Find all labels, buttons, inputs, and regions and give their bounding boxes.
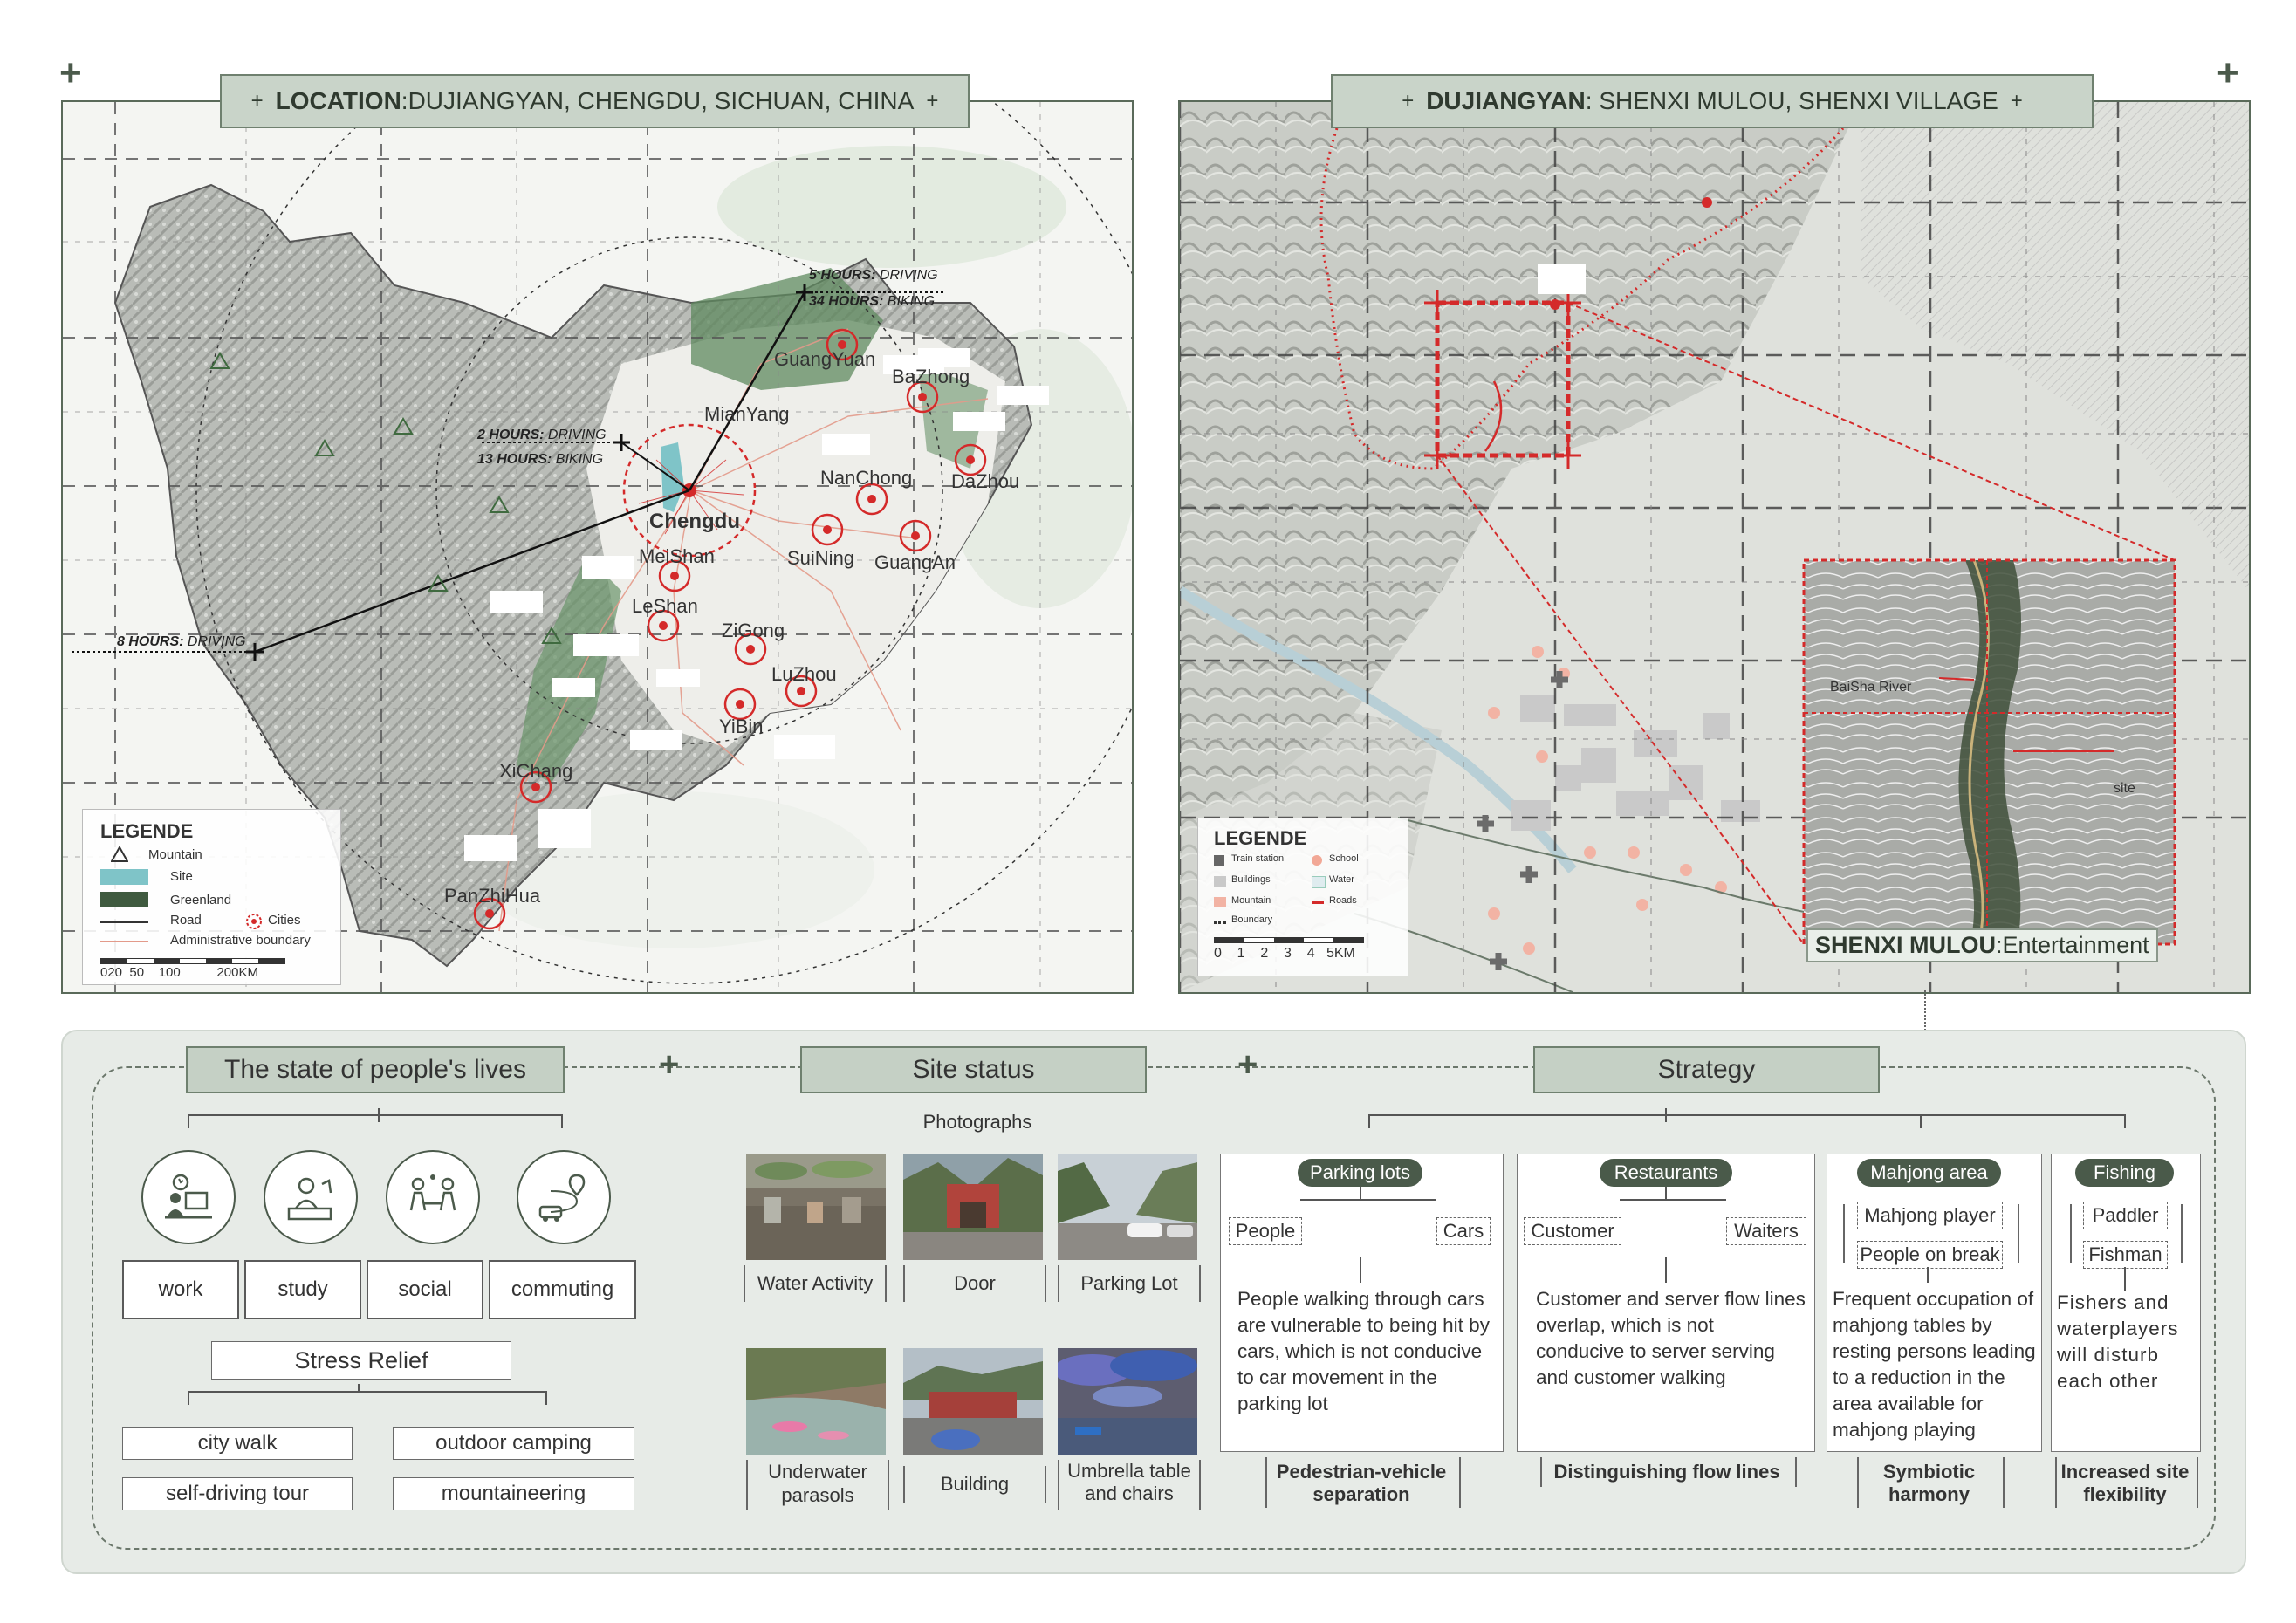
stress-bracket-v1 [188, 1391, 189, 1405]
train-station-icon [1214, 855, 1224, 866]
restaurants-waiters: Waiters [1726, 1217, 1806, 1245]
travel-label-8h-driving: 8 HOURS: DRIVING [117, 634, 246, 649]
stress-bracket-h [188, 1391, 547, 1393]
legend-buildings: Buildings [1231, 874, 1271, 885]
greenland-legend-swatch [100, 892, 148, 907]
city-label-chengdu: Chengdu [649, 510, 740, 533]
caption-door: Door [954, 1272, 996, 1294]
city-label-yibin: YiBin [719, 716, 764, 737]
legend-admin-boundary: Administrative boundary [170, 933, 311, 948]
result-restaurants: Distinguishing flow lines [1553, 1461, 1780, 1483]
strategy-text-mahjong: Frequent occupation of mahjong tables by resting persons leading to a reduction in the area available for mahjong playing [1833, 1288, 2036, 1441]
photographs-label: Photographs [922, 1111, 1032, 1133]
site-map [1178, 100, 2251, 994]
location-map-legend [82, 809, 341, 985]
photo-building [903, 1348, 1043, 1455]
photo-underwater-parasols [746, 1348, 886, 1455]
road-legend-line [100, 921, 148, 923]
lives-section-title: The state of people's lives [186, 1046, 565, 1093]
parking-cars: Cars [1436, 1217, 1491, 1245]
city-label-guangyuan: GuangYuan [774, 348, 876, 370]
mountain-swatch [1214, 897, 1226, 907]
caption-underwater-parasols: Underwater parasols [768, 1461, 867, 1506]
site-map-legend [1197, 818, 1408, 976]
parking-stem [1360, 1187, 1361, 1199]
site-legend-scale: 0 1 2 3 4 5KM [1214, 946, 1355, 961]
mahjong-break: People on break [1857, 1241, 2003, 1269]
legend-cities: Cities [268, 913, 301, 928]
city-label-dazhou: DaZhou [951, 470, 1020, 492]
roads-swatch [1312, 901, 1324, 904]
restaurants-stem [1665, 1187, 1667, 1199]
legend-title: LEGENDE [100, 820, 194, 842]
lives-commuting-box: commuting [489, 1260, 636, 1319]
mountain-legend-icon [111, 846, 128, 862]
city-label-meishan: MeiShan [639, 545, 715, 567]
restaurants-link [1620, 1199, 1726, 1201]
social-icon [386, 1150, 480, 1244]
relief-outdoor-camping: outdoor camping [393, 1427, 634, 1460]
strategy-bracket-v2 [1665, 1108, 1667, 1122]
strategy-bracket-v4 [2124, 1114, 2126, 1128]
parking-down [1360, 1257, 1361, 1283]
city-label-luzhou: LuZhou [771, 663, 837, 685]
travel-label-5h-driving: 5 HOURS: DRIVING [809, 268, 938, 283]
tab-plus-left: + [250, 89, 264, 113]
legend-mountain-right: Mountain [1231, 895, 1271, 906]
legend-school: School [1329, 853, 1359, 864]
legend-boundary: Boundary [1231, 914, 1273, 925]
travel-label-34h-biking: 34 HOURS: BIKING [809, 294, 936, 309]
city-label-nanchong: NanChong [820, 467, 913, 489]
stress-bracket-v2 [358, 1384, 360, 1393]
panel-plus-1: + [659, 1045, 680, 1084]
pill-fishing: Fishing [2075, 1159, 2174, 1187]
relief-mountaineering: mountaineering [393, 1477, 634, 1510]
result-fishing: Increased site flexibility [2060, 1461, 2190, 1505]
site-legend-title: LEGENDE [1214, 827, 1307, 849]
city-label-mianyang: MianYang [704, 403, 790, 425]
study-icon [264, 1150, 358, 1244]
legend-road: Road [170, 913, 202, 928]
caption-umbrella-table-chairs: Umbrella table and chairs [1067, 1460, 1191, 1504]
legend-site: Site [170, 869, 193, 884]
site-status-section-title: Site status [800, 1046, 1147, 1093]
mahjong-player: Mahjong player [1857, 1202, 2003, 1229]
strategy-bracket-v3 [1920, 1114, 1922, 1128]
fishing-fishman: Fishman [2083, 1241, 2168, 1269]
pill-mahjong-area: Mahjong area [1857, 1159, 2001, 1187]
restaurants-down [1665, 1257, 1667, 1283]
tab-plus-right: + [926, 89, 939, 113]
pill-restaurants: Restaurants [1600, 1159, 1732, 1187]
scale-bar [100, 958, 285, 964]
site-title: DUJIANGYAN: SHENXI MULOU, SHENXI VILLAGE [1426, 87, 1998, 114]
result-parking: Pedestrian-vehicle separation [1276, 1461, 1447, 1505]
pill-parking-lots: Parking lots [1298, 1159, 1422, 1187]
site-tab-plus-left: + [1402, 89, 1415, 113]
location-title: LOCATION:DUJIANGYAN, CHENGDU, SICHUAN, CHINA [275, 87, 915, 114]
shenxi-mulou-caption: SHENXI MULOU:Entertainment [1806, 928, 2158, 962]
school-icon [1312, 855, 1322, 866]
parking-link [1300, 1199, 1436, 1201]
result-mahjong: Symbiotic harmony [1882, 1461, 1976, 1505]
photo-door [903, 1154, 1043, 1260]
site-tab-plus-right: + [2010, 89, 2023, 113]
buildings-swatch [1214, 876, 1226, 887]
relief-self-driving-tour: self-driving tour [122, 1477, 353, 1510]
site-label: site [2114, 781, 2135, 796]
site-title-tab [1331, 74, 2094, 128]
city-label-leshan: LeShan [632, 595, 698, 617]
fishing-paddler: Paddler [2083, 1202, 2168, 1229]
mahjong-down [1927, 1267, 1929, 1283]
strategy-section-title: Strategy [1533, 1046, 1880, 1093]
location-map [61, 100, 1134, 994]
strategy-text-restaurants: Customer and server flow lines overlap, which is not conducive to server serving and customer walking [1536, 1288, 1806, 1388]
photo-parking-lot [1058, 1154, 1197, 1260]
fishing-bracket [2070, 1204, 2183, 1263]
lives-study-box: study [244, 1260, 361, 1319]
boundary-swatch [1214, 921, 1226, 924]
legend-water: Water [1329, 874, 1354, 885]
commuting-icon [517, 1150, 611, 1244]
legend-mountain: Mountain [148, 847, 202, 862]
admin-legend-line [100, 941, 148, 942]
strategy-bracket-v1 [1368, 1114, 1370, 1128]
mahjong-bracket [1843, 1204, 2019, 1263]
site-scale-bar [1214, 937, 1364, 943]
strategy-text-parking: People walking through cars are vulnerable to being hit by cars, which is not conducive to car movement in the parking lot [1237, 1288, 1490, 1414]
travel-label-2h-driving: 2 HOURS: DRIVING [477, 428, 607, 442]
legend-scale: 020 50 100 200KM [100, 965, 258, 980]
strategy-text-fishing: Fishers and waterplayers will disturb each other [2057, 1291, 2179, 1392]
legend-roads: Roads [1329, 895, 1357, 906]
corner-plus-top-right: + [2217, 51, 2239, 94]
location-title-tab [220, 74, 970, 128]
city-label-zigong: ZiGong [722, 620, 785, 641]
stress-bracket-v3 [545, 1391, 547, 1405]
lives-bracket-v2 [378, 1108, 380, 1122]
parking-people: People [1229, 1217, 1302, 1245]
restaurants-customer: Customer [1524, 1217, 1621, 1245]
water-swatch [1312, 876, 1326, 888]
relief-city-walk: city walk [122, 1427, 353, 1460]
caption-water-activity: Water Activity [757, 1272, 874, 1294]
lives-bracket-h [188, 1114, 563, 1116]
work-icon [141, 1150, 236, 1244]
corner-plus-top-left: + [59, 51, 82, 94]
site-legend-swatch [100, 869, 148, 885]
legend-train-station: Train station [1231, 853, 1285, 864]
photo-umbrella-table-chairs [1058, 1348, 1197, 1455]
city-label-suining: SuiNing [787, 547, 855, 569]
baisha-river-label: BaiSha River [1830, 680, 1912, 695]
lives-bracket-v3 [561, 1114, 563, 1128]
lives-work-box: work [122, 1260, 239, 1319]
travel-label-13h-biking: 13 HOURS: BIKING [477, 452, 604, 467]
city-label-guangan: GuangAn [874, 551, 956, 573]
caption-building: Building [940, 1473, 1010, 1495]
city-label-bazhong: BaZhong [892, 366, 970, 387]
lives-bracket-v1 [188, 1114, 189, 1128]
lives-social-box: social [367, 1260, 483, 1319]
city-legend-icon [245, 913, 263, 930]
strategy-bracket-h [1368, 1114, 2124, 1116]
city-label-panzhihua: PanZhiHua [444, 885, 541, 907]
panel-plus-2: + [1237, 1045, 1258, 1084]
photo-water-activity [746, 1154, 886, 1260]
city-label-xichang: XiChang [499, 760, 573, 782]
fishing-down [2124, 1267, 2126, 1291]
caption-parking-lot: Parking Lot [1080, 1272, 1178, 1294]
legend-greenland: Greenland [170, 893, 232, 907]
stress-relief-box: Stress Relief [211, 1341, 511, 1380]
